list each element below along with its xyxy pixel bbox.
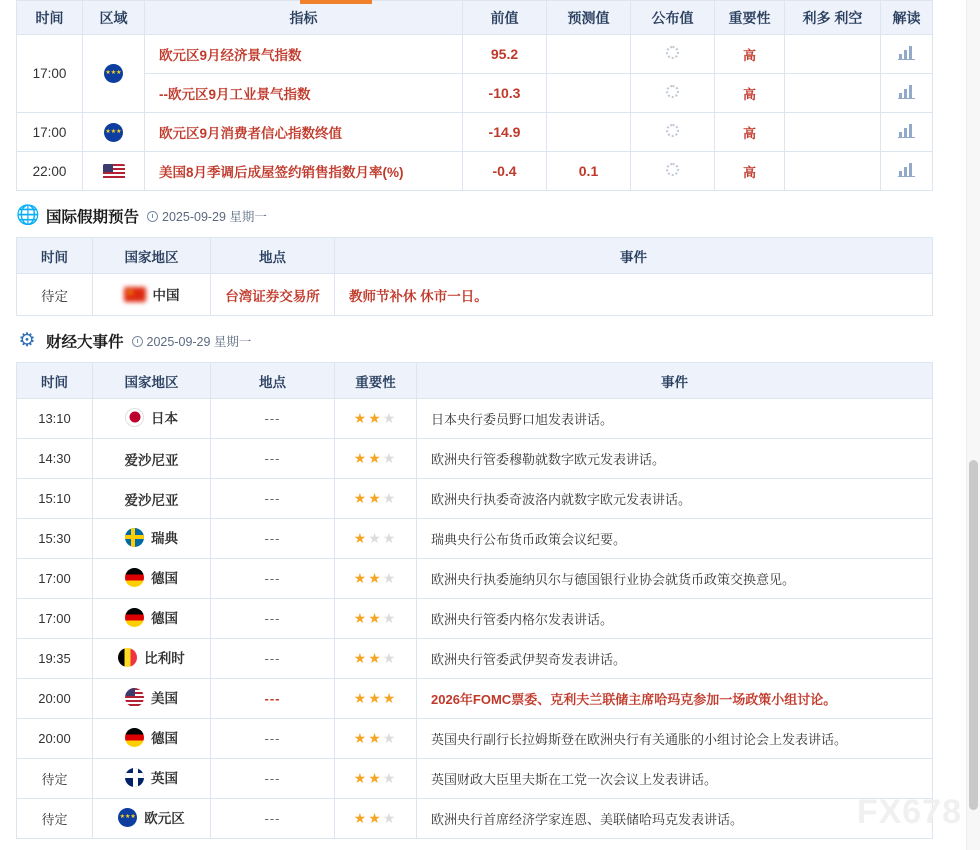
cell-previous: -0.4 (463, 152, 547, 191)
cell-time: 20:00 (17, 679, 93, 719)
cell-importance (335, 519, 417, 559)
col-event: 事件 (417, 363, 933, 399)
events-section (0, 362, 980, 839)
cell-region (83, 152, 145, 191)
star-icon: ★ (382, 650, 398, 666)
chart-icon[interactable] (898, 84, 915, 99)
star-icon: ★ (382, 690, 398, 706)
cell-event[interactable]: 欧洲央行执委奇波洛内就数字欧元发表讲话。 (417, 479, 933, 519)
country-name: 德国 (151, 571, 178, 587)
col-time: 时间 (17, 363, 93, 399)
star-icon: ★ (368, 410, 383, 426)
flag-jp-icon (125, 408, 144, 427)
cell-importance (335, 799, 417, 839)
cell-time: 22:00 (17, 152, 83, 191)
cell-country (93, 399, 211, 439)
chart-icon[interactable] (898, 123, 915, 138)
star-icon: ★ (382, 450, 398, 466)
star-icon: ★ (368, 530, 383, 546)
events-section-header (16, 330, 980, 352)
calendar-header-row (17, 1, 933, 35)
star-icon: ★ (368, 490, 383, 506)
table-row[interactable] (17, 719, 933, 759)
country-name: 瑞典 (151, 531, 178, 547)
col-importance: 重要性 (715, 1, 785, 35)
cell-event[interactable]: 欧洲央行管委穆勒就数字欧元发表讲话。 (417, 439, 933, 479)
cell-time: 14:30 (17, 439, 93, 479)
country-name: 德国 (151, 731, 178, 747)
loading-spinner-icon (666, 124, 679, 137)
country-name: 日本 (151, 411, 178, 427)
holiday-header-row (17, 238, 933, 274)
star-icon: ★ (353, 730, 369, 746)
cell-indicator[interactable]: 欧元区9月经济景气指数 (145, 35, 463, 74)
clock-icon (147, 211, 158, 222)
cell-importance: 高 (715, 74, 785, 113)
cell-previous: -14.9 (463, 113, 547, 152)
events-header-row (17, 363, 933, 399)
table-row[interactable] (17, 74, 933, 113)
holiday-section-date (147, 207, 267, 225)
economic-calendar-table (16, 0, 933, 191)
events-table (16, 362, 933, 839)
star-icon: ★ (353, 770, 369, 786)
cell-effect (785, 152, 881, 191)
country-name: 中国 (152, 288, 180, 304)
cell-event[interactable]: 欧洲央行管委武伊契奇发表讲话。 (417, 639, 933, 679)
country-name: 美国 (151, 691, 178, 707)
flag-eu-icon: ★★★ (104, 64, 123, 83)
star-icon: ★ (353, 690, 369, 706)
cell-importance (335, 399, 417, 439)
holiday-date-text: 2025-09-29 星期一 (162, 210, 267, 224)
cell-interpretation[interactable] (881, 113, 933, 152)
star-icon: ★ (382, 810, 398, 826)
cell-interpretation[interactable] (881, 152, 933, 191)
table-row[interactable] (17, 439, 933, 479)
cell-place: 台湾证券交易所 (211, 274, 335, 316)
country-name: 欧元区 (144, 811, 185, 827)
col-place: 地点 (211, 238, 335, 274)
col-actual: 公布值 (631, 1, 715, 35)
vertical-scrollbar[interactable] (966, 0, 980, 850)
cell-country (93, 759, 211, 799)
cell-importance (335, 759, 417, 799)
country-name: 爱沙尼亚 (124, 452, 179, 468)
cell-country (93, 679, 211, 719)
col-place: 地点 (211, 363, 335, 399)
cell-event[interactable]: 2026年FOMC票委、克利夫兰联储主席哈玛克参加一场政策小组讨论。 (417, 679, 933, 719)
holiday-section (0, 237, 980, 316)
cell-event[interactable]: 英国财政大臣里夫斯在工党一次会议上发表讲话。 (417, 759, 933, 799)
cell-time: 19:35 (17, 639, 93, 679)
flag-de-icon (125, 608, 144, 627)
cell-place: --- (211, 799, 335, 839)
economic-calendar-section (0, 0, 980, 191)
cell-country (93, 559, 211, 599)
flag-gb-icon (125, 768, 144, 787)
events-date-text: 2025-09-29 星期一 (146, 335, 252, 349)
col-time: 时间 (17, 238, 93, 274)
cell-country (93, 274, 211, 316)
active-tab-indicator (300, 0, 372, 4)
cell-importance (335, 439, 417, 479)
cell-time: 待定 (17, 759, 93, 799)
col-importance: 重要性 (335, 363, 417, 399)
cell-event[interactable]: 欧洲央行首席经济学家连恩、美联储哈玛克发表讲话。 (417, 799, 933, 839)
cell-place: --- (211, 639, 335, 679)
loading-spinner-icon (666, 85, 679, 98)
cell-time: 15:10 (17, 479, 93, 519)
table-row[interactable] (17, 519, 933, 559)
cell-indicator[interactable]: 美国8月季调后成屋签约销售指数月率(%) (145, 152, 463, 191)
scrollbar-thumb[interactable] (969, 460, 978, 810)
cell-time: 20:00 (17, 719, 93, 759)
star-icon: ★ (382, 530, 398, 546)
col-forecast: 预测值 (547, 1, 631, 35)
star-icon: ★ (368, 690, 383, 706)
flag-de-icon (125, 728, 144, 747)
cell-country (93, 519, 211, 559)
cell-importance: 高 (715, 152, 785, 191)
star-icon: ★ (353, 650, 369, 666)
flag-de-icon (125, 568, 144, 587)
star-icon: ★ (353, 410, 369, 426)
star-icon: ★ (382, 570, 398, 586)
cell-region (83, 113, 145, 152)
star-icon: ★ (353, 530, 369, 546)
cell-country (93, 719, 211, 759)
cell-event[interactable]: 日本央行委员野口旭发表讲话。 (417, 399, 933, 439)
cell-importance (335, 559, 417, 599)
holiday-section-title: 国际假期预告 (46, 209, 140, 226)
star-icon: ★ (368, 810, 383, 826)
cell-actual (631, 113, 715, 152)
cell-indicator[interactable]: --欧元区9月工业景气指数 (145, 74, 463, 113)
cell-time: 17:00 (17, 559, 93, 599)
col-country: 国家地区 (93, 363, 211, 399)
clock-icon (132, 336, 143, 347)
col-event: 事件 (335, 238, 933, 274)
star-icon: ★ (353, 610, 369, 626)
cell-country (93, 639, 211, 679)
cell-interpretation[interactable] (881, 74, 933, 113)
star-icon: ★ (382, 490, 398, 506)
cell-place: --- (211, 439, 335, 479)
cell-country (93, 599, 211, 639)
cell-importance (335, 479, 417, 519)
cell-country (93, 799, 211, 839)
cell-previous: 95.2 (463, 35, 547, 74)
star-icon: ★ (353, 570, 369, 586)
watermark: FX678 (856, 793, 962, 831)
chart-icon[interactable] (898, 162, 915, 177)
col-country: 国家地区 (93, 238, 211, 274)
cell-place: --- (211, 399, 335, 439)
table-row[interactable] (17, 479, 933, 519)
cell-interpretation[interactable] (881, 35, 933, 74)
events-section-title: 财经大事件 (46, 334, 124, 351)
cell-time: 17:00 (17, 113, 83, 152)
flag-eu-icon: ★★★ (104, 123, 123, 142)
country-name: 爱沙尼亚 (124, 492, 179, 508)
flag-se-icon (125, 528, 144, 547)
cell-place: --- (211, 559, 335, 599)
star-icon: ★ (382, 410, 398, 426)
cell-actual (631, 74, 715, 113)
cell-effect (785, 113, 881, 152)
table-row[interactable] (17, 399, 933, 439)
col-time: 时间 (17, 1, 83, 35)
col-effect: 利多 利空 (785, 1, 881, 35)
cell-time: 13:10 (17, 399, 93, 439)
cell-forecast (547, 35, 631, 74)
table-row[interactable] (17, 152, 933, 191)
star-icon: ★ (368, 610, 383, 626)
flag-eu-icon: ★★★ (118, 808, 137, 827)
cell-time: 17:00 (17, 599, 93, 639)
table-row[interactable] (17, 679, 933, 719)
cell-place: --- (211, 479, 335, 519)
col-previous: 前值 (463, 1, 547, 35)
cell-region (83, 35, 145, 113)
col-indicator: 指标 (145, 1, 463, 35)
cell-effect (785, 74, 881, 113)
events-body (17, 399, 933, 839)
sliders-icon: ⚙ (18, 330, 36, 351)
cell-importance (335, 599, 417, 639)
star-icon: ★ (382, 730, 398, 746)
table-row[interactable] (17, 35, 933, 74)
cell-forecast (547, 113, 631, 152)
cell-country (93, 479, 211, 519)
cell-forecast: 0.1 (547, 152, 631, 191)
table-row[interactable] (17, 799, 933, 839)
cell-importance: 高 (715, 113, 785, 152)
cell-event[interactable]: 瑞典央行公布货币政策会议纪要。 (417, 519, 933, 559)
flag-us-icon (103, 164, 125, 179)
star-icon: ★ (368, 650, 383, 666)
cell-time: 15:30 (17, 519, 93, 559)
cell-place: --- (211, 519, 335, 559)
star-icon: ★ (368, 770, 383, 786)
star-icon: ★ (368, 450, 383, 466)
cell-place: --- (211, 599, 335, 639)
cell-place: --- (211, 679, 335, 719)
table-row[interactable] (17, 559, 933, 599)
flag-be-icon (118, 648, 137, 667)
chart-icon[interactable] (898, 45, 915, 60)
cell-actual (631, 35, 715, 74)
flag-us-icon (125, 688, 144, 707)
events-section-date (132, 332, 252, 350)
cell-event[interactable]: 欧洲央行管委内格尔发表讲话。 (417, 599, 933, 639)
holiday-section-header (16, 205, 980, 227)
cell-importance (335, 639, 417, 679)
cell-previous: -10.3 (463, 74, 547, 113)
cell-effect (785, 35, 881, 74)
col-region: 区域 (83, 1, 145, 35)
star-icon: ★ (368, 570, 383, 586)
cell-time: 待定 (17, 274, 93, 316)
holiday-table (16, 237, 933, 316)
loading-spinner-icon (666, 46, 679, 59)
cell-importance: 高 (715, 35, 785, 74)
cell-place: --- (211, 759, 335, 799)
cell-importance (335, 679, 417, 719)
loading-spinner-icon (666, 163, 679, 176)
table-row[interactable] (17, 113, 933, 152)
star-icon: ★ (353, 810, 369, 826)
star-icon: ★ (382, 770, 398, 786)
country-name: 英国 (151, 771, 178, 787)
cell-importance (335, 719, 417, 759)
star-icon: ★ (353, 490, 369, 506)
col-interpretation: 解读 (881, 1, 933, 35)
table-row[interactable] (17, 759, 933, 799)
star-icon: ★ (353, 450, 369, 466)
cell-event[interactable]: 英国央行副行长拉姆斯登在欧洲央行有关通胀的小组讨论会上发表讲话。 (417, 719, 933, 759)
cell-actual (631, 152, 715, 191)
table-row[interactable] (17, 639, 933, 679)
star-icon: ★ (382, 610, 398, 626)
star-icon: ★ (368, 730, 383, 746)
cell-time: 待定 (17, 799, 93, 839)
cell-time: 17:00 (17, 35, 83, 113)
table-row[interactable] (17, 599, 933, 639)
country-name: 德国 (151, 611, 178, 627)
cell-place: --- (211, 719, 335, 759)
cell-event[interactable]: 欧洲央行执委施纳贝尔与德国银行业协会就货币政策交换意见。 (417, 559, 933, 599)
cell-indicator[interactable]: 欧元区9月消费者信心指数终值 (145, 113, 463, 152)
globe-icon: 🌐 (16, 205, 40, 226)
cell-country (93, 439, 211, 479)
table-row[interactable] (17, 274, 933, 316)
cell-event: 教师节补休 休市一日。 (335, 274, 933, 316)
country-name: 比利时 (144, 651, 185, 667)
flag-cn-icon: ★ (124, 287, 146, 302)
cell-forecast (547, 74, 631, 113)
